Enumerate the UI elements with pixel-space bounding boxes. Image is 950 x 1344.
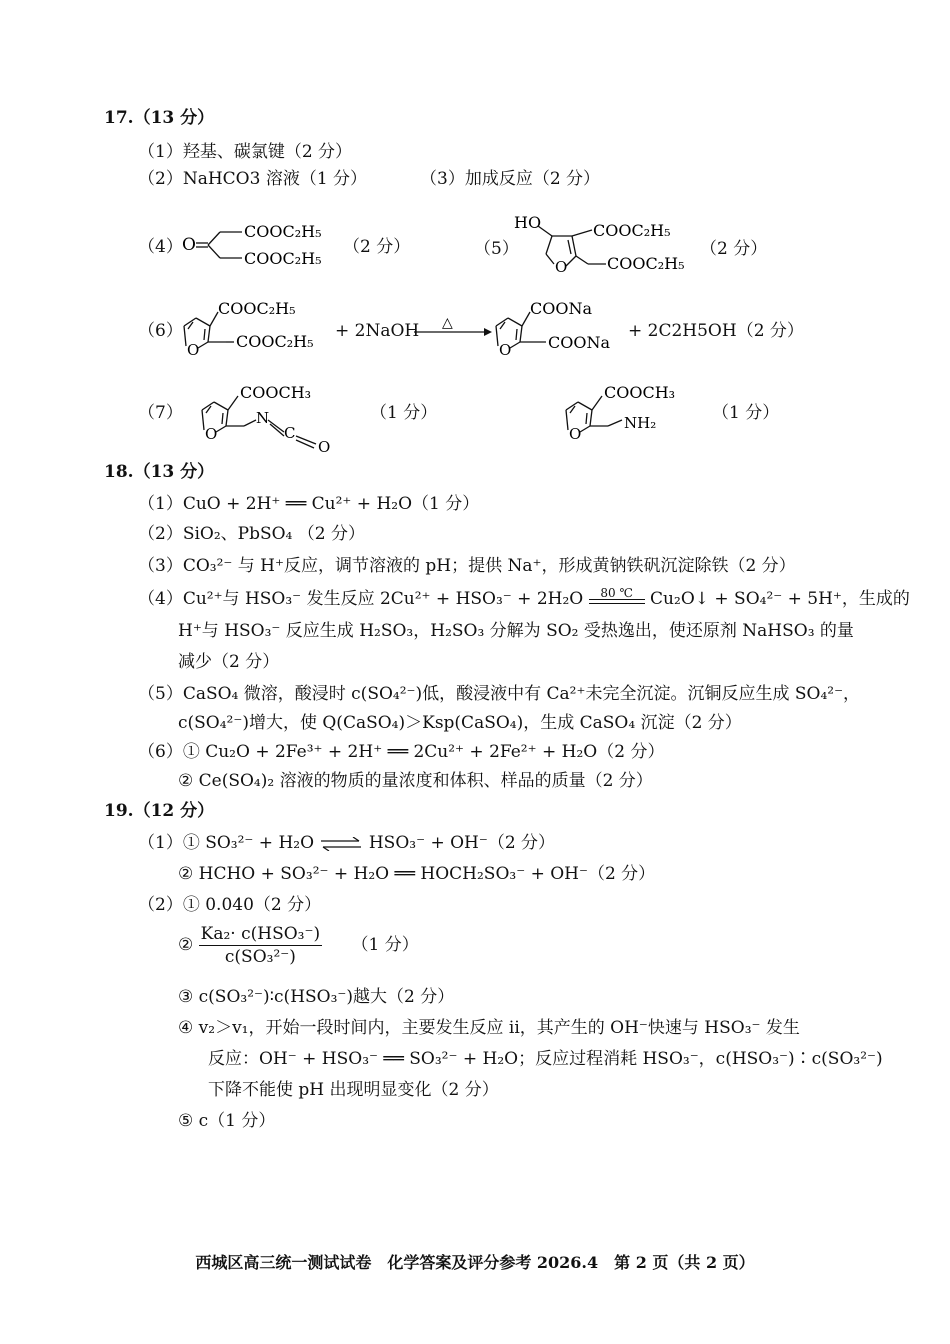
page-footer: 西城区高三统一测试试卷 化学答案及评分参考 2026.4 第 2 页（共 2 页） xyxy=(195,1253,755,1272)
q18-part4-reactants: （4）Cu²⁺与 HSO₃⁻ 发生反应 2Cu²⁺ + HSO₃⁻ + 2H₂O xyxy=(138,589,584,609)
q17-part4-structure xyxy=(180,212,340,272)
q17-header: 17.（13 分） xyxy=(104,108,215,128)
q17-part6-label: （6） xyxy=(138,321,183,341)
q17-part5-structure xyxy=(510,208,700,276)
ester-group-label: COOC₂H₅ xyxy=(244,222,322,241)
q18-part1: （1）CuO + 2H⁺ ══ Cu²⁺ + H₂O（1 分） xyxy=(138,494,480,514)
q19-part2-line4: ④ v₂＞v₁，开始一段时间内，主要发生反应 ii，其产生的 OH⁻快速与 HSO₃⁻ 发生 xyxy=(178,1018,800,1038)
q18-header: 18.（13 分） xyxy=(104,462,215,482)
q18-part2: （2）SiO₂、PbSO₄ （2 分） xyxy=(138,524,365,544)
ring-oxygen-label: O xyxy=(555,258,568,276)
furan-oxygen-label: O xyxy=(187,341,200,359)
q19-part2-line1: （2）① 0.040（2 分） xyxy=(138,895,322,915)
q17-part7-structure-a xyxy=(192,376,352,456)
q19-part2-line6: 下降不能使 pH 出现明显变化（2 分） xyxy=(208,1080,499,1100)
carboxylate-group-label: COONa xyxy=(548,333,611,352)
q17-part5-label: （5） xyxy=(474,239,519,259)
q19-part1-line1 xyxy=(138,832,555,854)
heat-condition-symbol: △ xyxy=(442,315,453,331)
q18-part6-line1: （6）① Cu₂O + 2Fe³⁺ + 2H⁺ ══ 2Cu²⁺ + 2Fe²⁺ + H₂O（2 分） xyxy=(138,742,665,762)
ketone-oxygen-label: O xyxy=(182,235,196,255)
carbon-label: C xyxy=(284,424,296,442)
q18-part3: （3）CO₃²⁻ 与 H⁺反应，调节溶液的 pH；提供 Na⁺，形成黄钠铁矾沉淀除铁（2 分） xyxy=(138,556,796,576)
q19-part2-line5: 反应：OH⁻ + HSO₃⁻ ══ SO₃²⁻ + H₂O；反应过程消耗 HSO₃⁻，c(HSO₃⁻)∶c(SO₃²⁻) xyxy=(208,1049,883,1069)
q17-part2: （2）NaHCO3 溶液（1 分） xyxy=(138,169,368,189)
q19-part2-b-score: （1 分） xyxy=(351,935,419,955)
ester-group-label: COOC₂H₅ xyxy=(218,299,296,318)
q17-part7-structure-b xyxy=(556,376,706,446)
ester-group-label: COOC₂H₅ xyxy=(607,254,685,273)
q17-part4-score: （2 分） xyxy=(343,237,411,257)
hydroxyl-label: HO xyxy=(514,213,542,232)
q17-part6-product: + 2C2H5OH（2 分） xyxy=(628,321,804,341)
q19-header: 19.（12 分） xyxy=(104,801,215,821)
q19-part2-fraction xyxy=(199,924,322,967)
q17-part3: （3）加成反应（2 分） xyxy=(420,169,601,189)
q18-part4-line2: H⁺与 HSO₃⁻ 反应生成 H₂SO₃，H₂SO₃ 分解为 SO₂ 受热逸出，使还原剂 NaHSO₃ 的量 xyxy=(178,621,854,641)
equilibrium-arrow-icon xyxy=(319,837,363,851)
ester-group-label: COOC₂H₅ xyxy=(244,249,322,268)
q17-part6-product-structure xyxy=(486,292,636,362)
furan-oxygen-label: O xyxy=(205,425,218,443)
q19-part1-line2: ② HCHO + SO₃²⁻ + H₂O ══ HOCH₂SO₃⁻ + OH⁻（2 分） xyxy=(178,864,656,884)
ester-group-label: COOC₂H₅ xyxy=(236,332,314,351)
q18-part4-products: Cu₂O↓ + SO₄²⁻ + 5H⁺，生成的 xyxy=(650,589,910,609)
q19-part2-b-circle: ② xyxy=(178,935,194,955)
q19-part1-rhs: HSO₃⁻ + OH⁻（2 分） xyxy=(368,833,556,853)
q17-part6-reagent: + 2NaOH xyxy=(335,321,420,341)
ester-group-label: COOC₂H₅ xyxy=(593,221,671,240)
q18-part5-line2: c(SO₄²⁻)增大，使 Q(CaSO₄)＞Ksp(CaSO₄)，生成 CaSO₄ 沉淀（2 分） xyxy=(178,713,742,733)
q17-part5-score: （2 分） xyxy=(700,239,768,259)
q19-part2-line7: ⑤ c（1 分） xyxy=(178,1111,276,1131)
q19-part2-line3: ③ c(SO₃²⁻)∶c(HSO₃⁻)越大（2 分） xyxy=(178,987,455,1007)
nitrogen-label: N xyxy=(256,409,270,427)
q17-part1: （1）羟基、碳氯键（2 分） xyxy=(138,142,353,162)
q18-part5-line1: （5）CaSO₄ 微溶，酸浸时 c(SO₄²⁻)低，酸浸液中有 Ca²⁺未完全沉淀。沉铜反应生成 SO₄²⁻， xyxy=(138,684,861,704)
q17-part7-score-b: （1 分） xyxy=(712,403,780,423)
q18-part4-condition: 80 ℃ xyxy=(600,586,633,600)
methyl-ester-label: COOCH₃ xyxy=(240,383,312,402)
q19-part1-lhs: （1）① SO₃²⁻ + H₂O xyxy=(138,833,315,853)
q18-part4-condition-arrow xyxy=(589,586,645,604)
furan-oxygen-label: O xyxy=(499,341,512,359)
fraction-denominator: c(SO₃²⁻) xyxy=(224,947,296,967)
q17-part4-label: （4） xyxy=(138,237,183,257)
q17-part7-score-a: （1 分） xyxy=(370,403,438,423)
furan-oxygen-label: O xyxy=(569,425,582,443)
q17-part6-reactant-structure xyxy=(174,292,334,362)
fraction-numerator: Ka₂· c(HSO₃⁻) xyxy=(200,924,321,944)
oxygen-label: O xyxy=(318,438,331,456)
q17-part6-arrow xyxy=(412,314,492,338)
q18-part4-line1 xyxy=(138,588,910,610)
methyl-ester-label: COOCH₃ xyxy=(604,383,676,402)
q17-part7-label: （7） xyxy=(138,403,183,423)
q18-part4-line3: 减少（2 分） xyxy=(178,652,280,672)
amino-group-label: NH₂ xyxy=(624,414,657,432)
q18-part6-line2: ② Ce(SO₄)₂ 溶液的物质的量浓度和体积、样品的质量（2 分） xyxy=(178,771,653,791)
carboxylate-group-label: COONa xyxy=(530,299,593,318)
q19-part2-line2 xyxy=(178,924,419,967)
